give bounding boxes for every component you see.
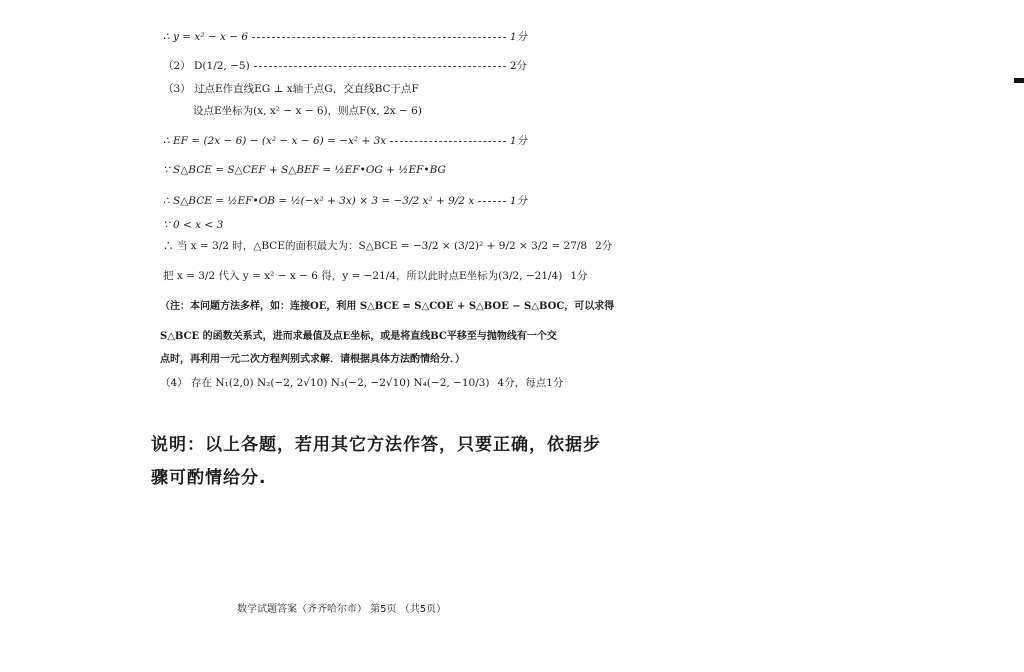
line-8: ∵ 0 < x < 3 — [163, 219, 224, 231]
line-2: （2） D(1/2, −5) 2分 — [163, 60, 527, 72]
page-footer: 数学试题答案（齐齐哈尔市） 第5页 （共5页） — [237, 604, 447, 615]
line-4: 设点E坐标为(x, x² − x − 6)，则点F(x, 2x − 6) — [193, 105, 422, 117]
scan-edge-mark — [1014, 78, 1024, 83]
explanation-line-2: 骤可酌情给分. — [151, 468, 267, 488]
score-14: 4分，每点1分 — [497, 377, 564, 389]
note-line-1: （注：本问题方法多样，如：连接OE，利用 S△BCE = S△COE + S△BOE − S△BOC，可以求得 — [160, 301, 615, 312]
line-3: （3） 过点E作直线EG ⊥ x轴于点G，交直线BC于点F — [163, 83, 419, 95]
explanation-line-1: 说明：以上各题，若用其它方法作答，只要正确，依据步 — [151, 435, 601, 455]
line-5: ∴ EF = (2x − 6) − (x² − x − 6) = −x² + 3x 1分 — [163, 135, 527, 147]
line-10: 把 x = 3/2 代入 y = x² − x − 6 得，y = −21/4，所以此时点E坐标为(3/2, −21/4) 1分 — [163, 270, 588, 282]
score-10: 1分 — [570, 270, 588, 282]
score-9: 2分 — [595, 240, 613, 252]
score-1: 1分 — [509, 31, 527, 43]
line-6: ∵ S△BCE = S△CEF + S△BEF = ½EF•OG + ½EF•BG — [163, 164, 446, 176]
line-7: ∴ S△BCE = ½EF•OB = ½(−x² + 3x) × 3 = −3/2 x² + 9/2 x 1分 — [163, 195, 527, 207]
score-5: 1分 — [509, 135, 527, 147]
score-2: 2分 — [509, 60, 527, 72]
note-line-2: S△BCE 的函数关系式，进而求最值及点E坐标，或是将直线BC平移至与抛物线有一个交 — [160, 331, 557, 342]
line-14: （4） 存在 N₁(2,0) N₂(−2, 2√10) N₃(−2, −2√10) N₄(−2, −10/3) 4分，每点1分 — [160, 377, 564, 389]
line-1: ∴ y = x² − x − 6 1分 — [163, 31, 527, 43]
line-9: ∴ 当 x = 3/2 时，△BCE的面积最大为：S△BCE = −3/2 × (3/2)² + 9/2 × 3/2 = 27/8 2分 — [163, 240, 613, 252]
score-7: 1分 — [509, 195, 527, 207]
note-line-3: 点时，再利用一元二次方程判别式求解．请根据具体方法酌情给分．） — [160, 354, 465, 365]
